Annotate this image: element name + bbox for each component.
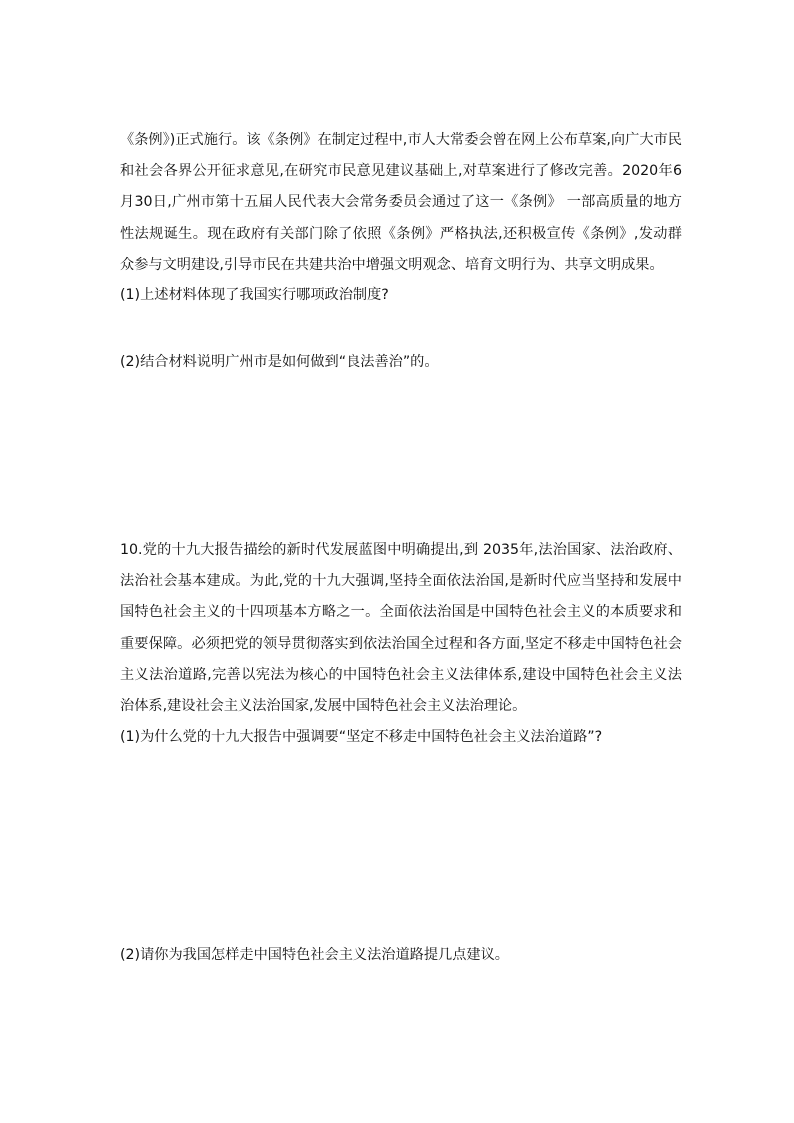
question-10-part-1: (1)为什么党的十九大报告中强调要“坚定不移走中国特色社会主义法治道路”? [120,729,603,745]
question-9-part-2: (2)结合材料说明广州市是如何做到“良法善治”的。 [120,354,439,370]
question-9-part-1: (1)上述材料体现了我国实行哪项政治制度? [120,287,389,303]
question-10-part-2: (2)请你为我国怎样走中国特色社会主义法治道路提几点建议。 [120,947,509,963]
material-paragraph-guangzhou: 《条例》)正式施行。该《条例》在制定过程中,市人大常委会曾在网上公布草案,向广大市民和社会各界公开征求意见,在研究市民意见建议基础上,对草案进行了修改完善。2020年6月30日,广州市第十五届人民代表大会常务委员会通过了这一《条例》 一部高质量的地方性法规诞生。现在政府有关部门除了依照《条例》严格执法,还积极宣传《条例》,发动群众参与文明建设,引导市民在共建共治中增强文明观念、培育文明行为、共享文明成果。 [120,132,682,273]
material-paragraph-question-10: 10.党的十九大报告描绘的新时代发展蓝图中明确提出,到 2035年,法治国家、法治政府、法治社会基本建成。为此,党的十九大强调,坚持全面依法治国,是新时代应当坚持和发展中国特色社会主义的十四项基本方略之一。全面依法治国是中国特色社会主义的本质要求和重要保障。必须把党的领导贯彻落实到依法治国全过程和各方面,坚定不移走中国特色社会主义法治道路,完善以宪法为核心的中国特色社会主义法律体系,建设中国特色社会主义法治体系,建设社会主义法治国家,发展中国特色社会主义法治理论。 [120,542,682,715]
